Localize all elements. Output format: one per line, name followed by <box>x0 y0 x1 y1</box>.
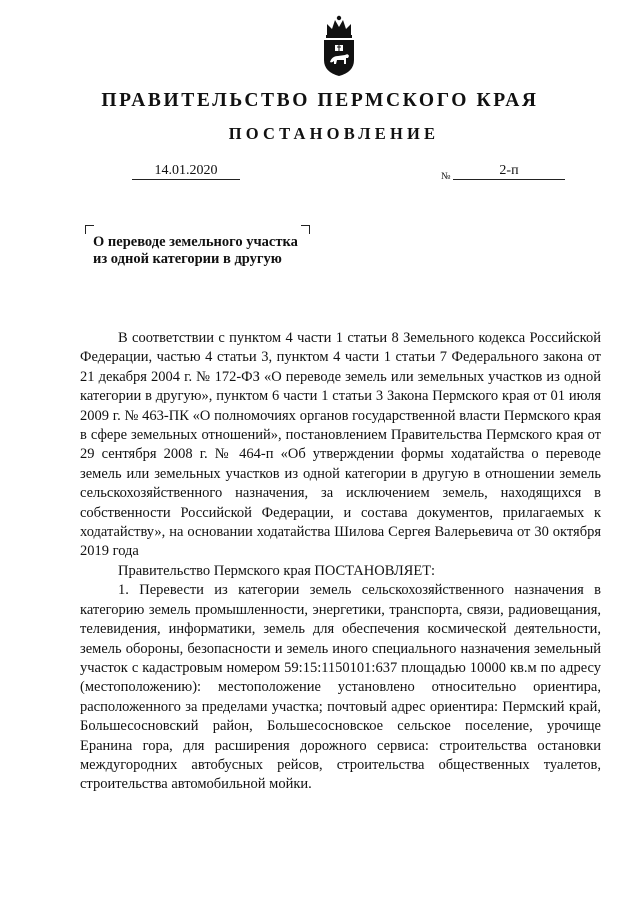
item-1-paragraph: 1. Перевести из категории земель сельскохозяйственного назначения в категорию земель промышленности, энергетики, транспорта, связи, радиовещания, телевидения, информатики, земель для обеспечения космической деятельности, земель обороны, безопасности и земель иного специального назначения земельный участок с кадастровым номером 59:15:1150101:637 площадью 10000 кв.м по адресу (местоположению): местоположение установлено относительно ориентира, расположенного за пределами участка; почтовый адрес ориентира: Пермский край, Большесосновский район, Большесосновское сельское поселение, урочище Еранина гора, для расширения дорожного сервиса: строительства остановки междугородних автобусных рейсов, строительства общественных туалетов, строительства автомобильной мойки. <box>80 582 601 793</box>
preamble-paragraph: В соответствии с пунктом 4 части 1 статьи 8 Земельного кодекса Российской Федерации, частью 4 статьи 3, пунктом 4 части 1 статьи 7 Федерального закона от 21 декабря 2004 г. № 172-ФЗ «О переводе земель или земельных участков из одной категории в другую», пунктом 6 части 1 статьи 3 Закона Пермского края от 01 июля 2009 г. № 463-ПК «О полномочиях органов государственной власти Пермского края в сфере земельных отношений», постановлением Правительства Пермского края от 29 сентября 2008 г. № 464-п «Об утверждении формы ходатайства о переводе земель или земельных участков из одной категории в другую в отношении земель сельскохозяйственного назначения, за исключением земель, находящихся в собственности Российской Федерации, и состава документов, прилагаемых к ходатайству», на основании ходатайства Шилова Сергея Валерьевича от 30 октября 2019 года <box>80 330 601 560</box>
document-subject <box>93 234 298 268</box>
resolves-paragraph: Правительство Пермского края ПОСТАНОВЛЯЕТ: <box>118 562 436 579</box>
number-sign: № <box>441 171 451 182</box>
government-title: ПРАВИТЕЛЬСТВО ПЕРМСКОГО КРАЯ <box>101 90 539 111</box>
subject-line-1: О переводе земельного участка <box>93 234 298 250</box>
corner-bracket-top-left <box>85 225 94 234</box>
subject-line-2: из одной категории в другую <box>93 251 282 267</box>
perm-krai-coat-of-arms-icon <box>320 14 358 78</box>
document-type: ПОСТАНОВЛЕНИЕ <box>228 124 440 143</box>
document-body <box>80 329 601 795</box>
document-number: 2-п <box>453 163 565 180</box>
document-date: 14.01.2020 <box>132 163 240 180</box>
corner-bracket-top-right <box>301 225 310 234</box>
